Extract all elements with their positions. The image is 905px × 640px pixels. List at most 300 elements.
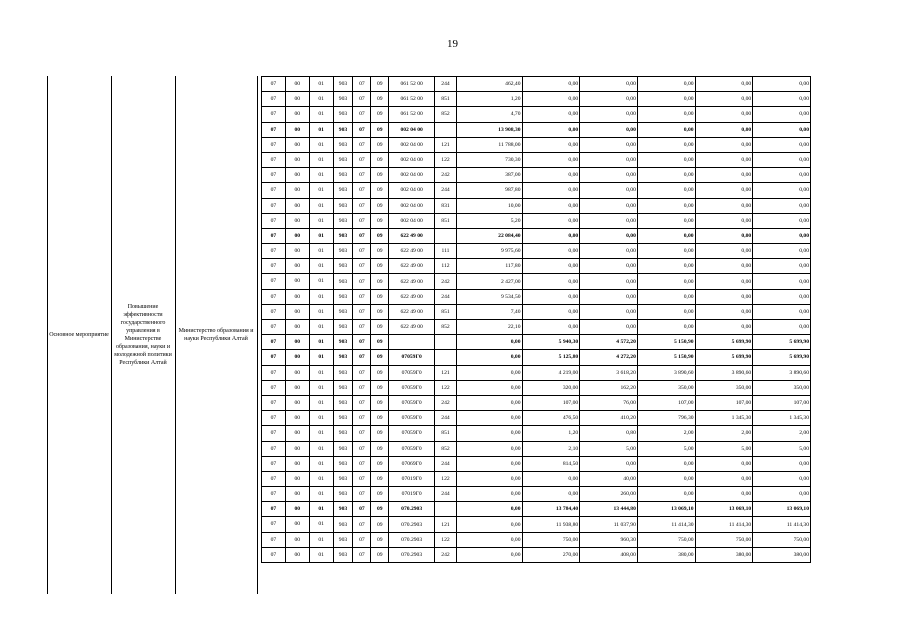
- activity-code: 01: [309, 259, 333, 274]
- activity-code: 01: [309, 335, 333, 350]
- amount-year5: 5 699,90: [695, 335, 753, 350]
- section-code: 07: [353, 426, 371, 441]
- target-article-code: 622 49 00: [389, 320, 435, 335]
- table-row: [262, 456, 811, 471]
- ministry-code: 903: [333, 213, 353, 228]
- ministry-code: 903: [333, 471, 353, 486]
- amount-year2: 0,00: [522, 289, 580, 304]
- target-article-code: 070.2903: [389, 517, 435, 532]
- amount-year4: 0,00: [637, 122, 695, 137]
- table-row: [262, 471, 811, 486]
- amount-year4: 5,00: [637, 441, 695, 456]
- amount-year3: 0,00: [580, 92, 638, 107]
- amount-year4: 0,00: [637, 289, 695, 304]
- section-code: 07: [353, 395, 371, 410]
- activity-code: 01: [309, 395, 333, 410]
- section-code: 07: [353, 350, 371, 365]
- amount-year6: 13 069,10: [753, 502, 811, 517]
- amount-year6: 5,00: [753, 441, 811, 456]
- amount-year6: 0,00: [753, 183, 811, 198]
- amount-year4: 0,00: [637, 152, 695, 167]
- expense-type-code: [435, 502, 457, 517]
- amount-year4: 0,00: [637, 304, 695, 319]
- amount-year1: 22,10: [456, 320, 522, 335]
- expense-type-code: 121: [435, 365, 457, 380]
- table-divider: [257, 76, 258, 594]
- subsection-code: 09: [371, 395, 389, 410]
- activity-name-cell: Повышение эффективности государственного управления в Министерстве образования, науки и молодежной политики Республики Алтай: [114, 304, 172, 366]
- amount-year1: 22 084,40: [456, 228, 522, 243]
- amount-year4: 0,00: [637, 471, 695, 486]
- target-article-code: 070.2903: [389, 547, 435, 562]
- amount-year5: 0,00: [695, 471, 753, 486]
- expense-type-code: 244: [435, 289, 457, 304]
- amount-year6: 0,00: [753, 77, 811, 92]
- amount-year3: 260,00: [580, 487, 638, 502]
- executor-cell: Министерство образования и науки Республики Алтай: [178, 328, 254, 342]
- ministry-code: 903: [333, 77, 353, 92]
- expense-type-code: 242: [435, 547, 457, 562]
- target-article-code: 622 49 00: [389, 289, 435, 304]
- program-code: 07: [262, 471, 286, 486]
- subsection-code: 09: [371, 183, 389, 198]
- amount-year3: 0,00: [580, 198, 638, 213]
- subsection-code: 09: [371, 502, 389, 517]
- subsection-code: 09: [371, 213, 389, 228]
- target-article-code: 622 49 00: [389, 259, 435, 274]
- subsection-code: 09: [371, 441, 389, 456]
- amount-year2: 476,50: [522, 411, 580, 426]
- subprogram-code: 00: [285, 426, 309, 441]
- amount-year4: 11 414,30: [637, 517, 695, 532]
- amount-year2: 0,00: [522, 213, 580, 228]
- program-code: 07: [262, 335, 286, 350]
- subsection-code: 09: [371, 198, 389, 213]
- subsection-code: 09: [371, 411, 389, 426]
- amount-year5: 107,00: [695, 395, 753, 410]
- program-code: 07: [262, 395, 286, 410]
- amount-year3: 0,00: [580, 168, 638, 183]
- amount-year5: 1 345,30: [695, 411, 753, 426]
- subprogram-code: 00: [285, 289, 309, 304]
- amount-year3: 960,30: [580, 532, 638, 547]
- table-row: [262, 411, 811, 426]
- amount-year5: 0,00: [695, 259, 753, 274]
- program-code: 07: [262, 487, 286, 502]
- amount-year2: 0,00: [522, 92, 580, 107]
- ministry-code: 903: [333, 228, 353, 243]
- table-row: [262, 441, 811, 456]
- expense-type-code: 244: [435, 456, 457, 471]
- table-row: [262, 335, 811, 350]
- subprogram-code: 00: [285, 92, 309, 107]
- amount-year4: 0,00: [637, 183, 695, 198]
- amount-year1: 9 975,60: [456, 244, 522, 259]
- amount-year5: 0,00: [695, 107, 753, 122]
- target-article-code: 07019Г0: [389, 471, 435, 486]
- amount-year6: 0,00: [753, 228, 811, 243]
- target-article-code: [389, 335, 435, 350]
- amount-year6: 0,00: [753, 107, 811, 122]
- amount-year4: 0,00: [637, 107, 695, 122]
- program-code: 07: [262, 380, 286, 395]
- activity-code: 01: [309, 228, 333, 243]
- amount-year6: 0,00: [753, 152, 811, 167]
- target-article-code: 07059Г0: [389, 411, 435, 426]
- amount-year2: 0,00: [522, 274, 580, 289]
- amount-year6: 5 699,90: [753, 335, 811, 350]
- expense-type-code: 851: [435, 92, 457, 107]
- amount-year1: 987,80: [456, 183, 522, 198]
- ministry-code: 903: [333, 152, 353, 167]
- program-code: 07: [262, 122, 286, 137]
- amount-year6: 2,00: [753, 426, 811, 441]
- expense-type-code: 242: [435, 274, 457, 289]
- section-code: 07: [353, 289, 371, 304]
- ministry-code: 903: [333, 502, 353, 517]
- amount-year1: 5,20: [456, 213, 522, 228]
- amount-year1: 9 534,50: [456, 289, 522, 304]
- amount-year5: 0,00: [695, 289, 753, 304]
- section-code: 07: [353, 547, 371, 562]
- target-article-code: 07059Г0: [389, 441, 435, 456]
- expense-type-code: 852: [435, 107, 457, 122]
- amount-year1: 0,00: [456, 487, 522, 502]
- amount-year1: 0,00: [456, 547, 522, 562]
- amount-year1: 0,00: [456, 395, 522, 410]
- ministry-code: 903: [333, 92, 353, 107]
- activity-code: 01: [309, 365, 333, 380]
- amount-year3: 5,00: [580, 441, 638, 456]
- ministry-code: 903: [333, 365, 353, 380]
- subsection-code: 09: [371, 350, 389, 365]
- program-code: 07: [262, 426, 286, 441]
- target-article-code: 07069Г0: [389, 456, 435, 471]
- subsection-code: 09: [371, 274, 389, 289]
- target-article-code: 07019Г0: [389, 487, 435, 502]
- amount-year1: 0,00: [456, 456, 522, 471]
- subsection-code: 09: [371, 304, 389, 319]
- amount-year5: 350,00: [695, 380, 753, 395]
- program-code: 07: [262, 517, 286, 532]
- subsection-code: 09: [371, 426, 389, 441]
- amount-year5: 5,00: [695, 441, 753, 456]
- amount-year6: 0,00: [753, 213, 811, 228]
- expense-type-code: 121: [435, 517, 457, 532]
- subprogram-code: 00: [285, 395, 309, 410]
- activity-code: 01: [309, 487, 333, 502]
- amount-year5: 0,00: [695, 274, 753, 289]
- section-code: 07: [353, 198, 371, 213]
- amount-year3: 0,00: [580, 320, 638, 335]
- amount-year2: 4 219,00: [522, 365, 580, 380]
- subprogram-code: 00: [285, 320, 309, 335]
- amount-year5: 0,00: [695, 320, 753, 335]
- amount-year3: 0,00: [580, 456, 638, 471]
- amount-year3: 0,00: [580, 152, 638, 167]
- subprogram-code: 00: [285, 502, 309, 517]
- amount-year6: 1 345,30: [753, 411, 811, 426]
- subprogram-code: 00: [285, 228, 309, 243]
- amount-year2: 0,00: [522, 259, 580, 274]
- table-row: [262, 547, 811, 562]
- amount-year1: 0,00: [456, 441, 522, 456]
- subsection-code: 09: [371, 456, 389, 471]
- table-row: [262, 487, 811, 502]
- amount-year1: 0,00: [456, 365, 522, 380]
- amount-year3: 0,00: [580, 259, 638, 274]
- amount-year5: 0,00: [695, 456, 753, 471]
- program-code: 07: [262, 213, 286, 228]
- subprogram-code: 00: [285, 456, 309, 471]
- amount-year6: 107,00: [753, 395, 811, 410]
- amount-year2: 0,00: [522, 487, 580, 502]
- amount-year3: 0,00: [580, 137, 638, 152]
- section-code: 07: [353, 77, 371, 92]
- target-article-code: 002 04 00: [389, 183, 435, 198]
- target-article-code: 061 52 00: [389, 92, 435, 107]
- ministry-code: 903: [333, 244, 353, 259]
- amount-year4: 0,00: [637, 92, 695, 107]
- amount-year1: 0,00: [456, 411, 522, 426]
- table-row: [262, 107, 811, 122]
- subprogram-code: 00: [285, 335, 309, 350]
- target-article-code: 622 49 00: [389, 244, 435, 259]
- target-article-code: 002 04 00: [389, 137, 435, 152]
- table-row: [262, 304, 811, 319]
- activity-code: 01: [309, 213, 333, 228]
- amount-year2: 1,20: [522, 426, 580, 441]
- amount-year3: 76,00: [580, 395, 638, 410]
- expense-type-code: 831: [435, 198, 457, 213]
- amount-year2: 0,00: [522, 471, 580, 486]
- expense-type-code: 244: [435, 183, 457, 198]
- section-code: 07: [353, 335, 371, 350]
- amount-year2: 0,00: [522, 183, 580, 198]
- subprogram-code: 00: [285, 517, 309, 532]
- subsection-code: 09: [371, 532, 389, 547]
- subprogram-code: 00: [285, 152, 309, 167]
- amount-year2: 0,00: [522, 304, 580, 319]
- amount-year2: 13 784,40: [522, 502, 580, 517]
- subsection-code: 09: [371, 168, 389, 183]
- table-row: [262, 289, 811, 304]
- amount-year3: 162,20: [580, 380, 638, 395]
- amount-year1: 13 908,30: [456, 122, 522, 137]
- table-row: [262, 183, 811, 198]
- amount-year4: 0,00: [637, 198, 695, 213]
- subprogram-code: 00: [285, 547, 309, 562]
- amount-year3: 3 618,20: [580, 365, 638, 380]
- ministry-code: 903: [333, 350, 353, 365]
- table-row: [262, 92, 811, 107]
- expense-type-code: 851: [435, 213, 457, 228]
- table-row: [262, 77, 811, 92]
- ministry-code: 903: [333, 304, 353, 319]
- amount-year5: 0,00: [695, 304, 753, 319]
- subprogram-code: 00: [285, 441, 309, 456]
- amount-year1: 0,00: [456, 426, 522, 441]
- amount-year2: 0,00: [522, 137, 580, 152]
- activity-code: 01: [309, 107, 333, 122]
- subsection-code: 09: [371, 244, 389, 259]
- table-row: [262, 152, 811, 167]
- amount-year1: 462,40: [456, 77, 522, 92]
- amount-year4: 380,00: [637, 547, 695, 562]
- program-code: 07: [262, 228, 286, 243]
- subprogram-code: 00: [285, 411, 309, 426]
- amount-year4: 0,00: [637, 213, 695, 228]
- amount-year4: 0,00: [637, 487, 695, 502]
- amount-year3: 0,00: [580, 304, 638, 319]
- expense-type-code: 112: [435, 259, 457, 274]
- page-number: 19: [447, 38, 458, 50]
- subsection-code: 09: [371, 77, 389, 92]
- table-row: [262, 213, 811, 228]
- amount-year3: 0,00: [580, 274, 638, 289]
- subsection-code: 09: [371, 228, 389, 243]
- ministry-code: 903: [333, 380, 353, 395]
- amount-year4: 0,00: [637, 259, 695, 274]
- table-row: [262, 137, 811, 152]
- target-article-code: 002 04 00: [389, 122, 435, 137]
- activity-code: 01: [309, 183, 333, 198]
- subprogram-code: 00: [285, 137, 309, 152]
- section-code: 07: [353, 274, 371, 289]
- activity-code: 01: [309, 77, 333, 92]
- program-code: 07: [262, 77, 286, 92]
- amount-year4: 2,00: [637, 426, 695, 441]
- amount-year6: 380,00: [753, 547, 811, 562]
- subsection-code: 09: [371, 547, 389, 562]
- amount-year5: 0,00: [695, 137, 753, 152]
- ministry-code: 903: [333, 517, 353, 532]
- amount-year1: 0,00: [456, 532, 522, 547]
- amount-year3: 0,00: [580, 289, 638, 304]
- section-code: 07: [353, 365, 371, 380]
- ministry-code: 903: [333, 532, 353, 547]
- amount-year4: 0,00: [637, 137, 695, 152]
- amount-year3: 410,20: [580, 411, 638, 426]
- amount-year6: 0,00: [753, 244, 811, 259]
- amount-year5: 2,00: [695, 426, 753, 441]
- amount-year3: 0,00: [580, 77, 638, 92]
- amount-year2: 0,00: [522, 152, 580, 167]
- subsection-code: 09: [371, 259, 389, 274]
- amount-year4: 107,00: [637, 395, 695, 410]
- subprogram-code: 00: [285, 168, 309, 183]
- amount-year5: 380,00: [695, 547, 753, 562]
- amount-year6: 0,00: [753, 320, 811, 335]
- ministry-code: 903: [333, 259, 353, 274]
- amount-year4: 3 890,60: [637, 365, 695, 380]
- subsection-code: 09: [371, 320, 389, 335]
- subprogram-code: 00: [285, 532, 309, 547]
- amount-year3: 0,00: [580, 213, 638, 228]
- amount-year4: 0,00: [637, 320, 695, 335]
- target-article-code: 070.2903: [389, 532, 435, 547]
- subsection-code: 09: [371, 471, 389, 486]
- amount-year1: 2 427,00: [456, 274, 522, 289]
- table-row: [262, 380, 811, 395]
- subprogram-code: 00: [285, 107, 309, 122]
- budget-table: [261, 76, 811, 563]
- amount-year3: 0,00: [580, 183, 638, 198]
- table-row: [262, 198, 811, 213]
- table-row: [262, 122, 811, 137]
- table-row: [262, 320, 811, 335]
- subsection-code: 09: [371, 335, 389, 350]
- subsection-code: 09: [371, 487, 389, 502]
- amount-year5: 0,00: [695, 228, 753, 243]
- section-code: 07: [353, 304, 371, 319]
- amount-year5: 5 699,90: [695, 350, 753, 365]
- amount-year1: 1,20: [456, 92, 522, 107]
- amount-year5: 0,00: [695, 122, 753, 137]
- subprogram-code: 00: [285, 213, 309, 228]
- amount-year6: 750,00: [753, 532, 811, 547]
- ministry-code: 903: [333, 487, 353, 502]
- section-code: 07: [353, 168, 371, 183]
- target-article-code: 002 04 00: [389, 152, 435, 167]
- amount-year5: 0,00: [695, 77, 753, 92]
- amount-year1: 4,70: [456, 107, 522, 122]
- amount-year6: 350,00: [753, 380, 811, 395]
- amount-year5: 3 890,60: [695, 365, 753, 380]
- amount-year6: 0,00: [753, 92, 811, 107]
- subprogram-code: 00: [285, 198, 309, 213]
- activity-code: 01: [309, 304, 333, 319]
- ministry-code: 903: [333, 395, 353, 410]
- expense-type-code: 244: [435, 487, 457, 502]
- activity-code: 01: [309, 456, 333, 471]
- amount-year2: 270,00: [522, 547, 580, 562]
- table-row: [262, 532, 811, 547]
- activity-code: 01: [309, 244, 333, 259]
- activity-code: 01: [309, 517, 333, 532]
- section-code: 07: [353, 183, 371, 198]
- expense-type-code: 111: [435, 244, 457, 259]
- program-code: 07: [262, 304, 286, 319]
- amount-year4: 0,00: [637, 77, 695, 92]
- amount-year3: 40,00: [580, 471, 638, 486]
- amount-year2: 5 940,30: [522, 335, 580, 350]
- subprogram-code: 00: [285, 244, 309, 259]
- amount-year1: 0,00: [456, 335, 522, 350]
- expense-type-code: 242: [435, 168, 457, 183]
- amount-year3: 4 272,20: [580, 350, 638, 365]
- program-code: 07: [262, 107, 286, 122]
- amount-year1: 0,00: [456, 517, 522, 532]
- section-code: 07: [353, 411, 371, 426]
- activity-code: 01: [309, 441, 333, 456]
- target-article-code: 061 52 00: [389, 107, 435, 122]
- expense-type-code: 121: [435, 137, 457, 152]
- amount-year2: 0,00: [522, 198, 580, 213]
- amount-year1: 10,00: [456, 198, 522, 213]
- subprogram-code: 00: [285, 183, 309, 198]
- amount-year6: 0,00: [753, 198, 811, 213]
- subprogram-code: 00: [285, 487, 309, 502]
- amount-year3: 0,00: [580, 244, 638, 259]
- amount-year1: 0,00: [456, 502, 522, 517]
- program-code: 07: [262, 168, 286, 183]
- expense-type-code: 242: [435, 395, 457, 410]
- amount-year2: 0,00: [522, 77, 580, 92]
- amount-year2: 0,00: [522, 320, 580, 335]
- section-code: 07: [353, 487, 371, 502]
- amount-year1: 11 788,00: [456, 137, 522, 152]
